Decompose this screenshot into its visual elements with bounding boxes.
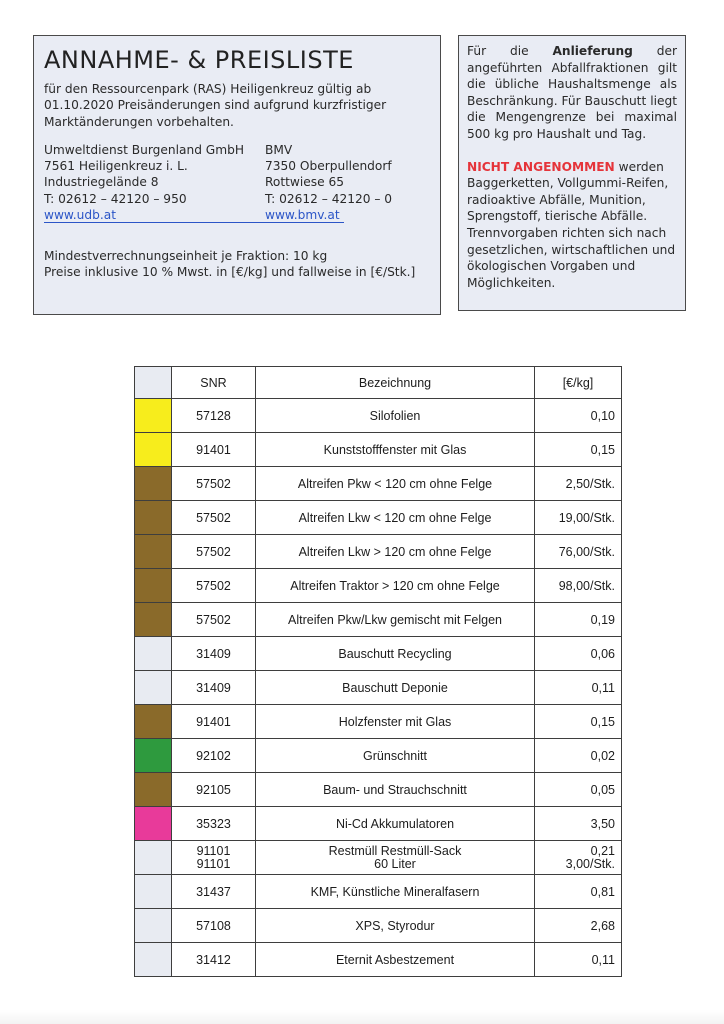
- snr-cell: 57502: [172, 501, 256, 535]
- price-cell: 98,00/Stk.: [535, 569, 622, 603]
- bmv-website-link[interactable]: www.bmv.at: [265, 208, 340, 223]
- table-row: [135, 807, 622, 841]
- price-cell: 76,00/Stk.: [535, 535, 622, 569]
- bezeichnung-cell: Altreifen Lkw > 120 cm ohne Felge: [256, 535, 535, 569]
- table-row: [135, 501, 622, 535]
- category-color-swatch: [135, 535, 172, 569]
- category-color-swatch: [135, 943, 172, 977]
- category-color-swatch: [135, 875, 172, 909]
- contact-udb: [44, 142, 244, 223]
- category-color-swatch: [135, 909, 172, 943]
- snr-cell: 57502: [172, 603, 256, 637]
- category-color-swatch: [135, 705, 172, 739]
- table-header-row: [135, 367, 622, 399]
- table-row: [135, 841, 622, 875]
- snr-cell-line-1: 91101: [196, 843, 231, 858]
- price-cell: 3,50: [535, 807, 622, 841]
- price-cell: 19,00/Stk.: [535, 501, 622, 535]
- contact-bmv-city: 7350 Oberpullendorf: [265, 159, 392, 174]
- price-cell: 0,02: [535, 739, 622, 773]
- snr-cell: 31437: [172, 875, 256, 909]
- bezeichnung-cell: Bauschutt Deponie: [256, 671, 535, 705]
- snr-cell: 92102: [172, 739, 256, 773]
- table-row: [135, 909, 622, 943]
- snr-cell: 57108: [172, 909, 256, 943]
- contact-udb-phone: T: 02612 – 42120 – 950: [44, 191, 187, 206]
- category-color-swatch: [135, 501, 172, 535]
- delivery-text-start: Für die: [467, 44, 553, 58]
- price-table: [134, 366, 622, 977]
- vat-note: Preise inklusive 10 % Mwst. in [€/kg] und fallweise in [€/Stk.]: [44, 265, 416, 280]
- snr-cell: 31409: [172, 671, 256, 705]
- snr-cell: 91401: [172, 433, 256, 467]
- bezeichnung-cell: Ni-Cd Akkumulatoren: [256, 807, 535, 841]
- table-body: [135, 399, 622, 977]
- contact-bmv: [265, 142, 392, 223]
- bezeichnung-cell: Altreifen Pkw < 120 cm ohne Felge: [256, 467, 535, 501]
- snr-header: SNR: [172, 367, 256, 399]
- category-color-swatch: [135, 467, 172, 501]
- price-cell: 0,06: [535, 637, 622, 671]
- price-cell: 2,68: [535, 909, 622, 943]
- price-cell: 0,11: [535, 943, 622, 977]
- category-color-swatch: [135, 399, 172, 433]
- price-cell: [535, 841, 622, 875]
- price-list-info-box: [33, 35, 441, 315]
- delivery-text-rest: der angeführten Abfallfraktionen gilt die übliche Haushaltsmenge als Beschränkung. Für Bauschutt liegt die Mengengrenze bei maximal 500 kg pro Haushalt und Tag.: [467, 44, 677, 141]
- bezeichnung-cell: KMF, Künstliche Mineralfasern: [256, 875, 535, 909]
- price-cell: 0,81: [535, 875, 622, 909]
- price-cell: 0,15: [535, 433, 622, 467]
- table-row: [135, 467, 622, 501]
- snr-cell: 31412: [172, 943, 256, 977]
- snr-cell: 35323: [172, 807, 256, 841]
- category-color-swatch: [135, 739, 172, 773]
- bezeichnung-cell-line-2: 60 Liter: [374, 856, 416, 871]
- snr-cell: 92105: [172, 773, 256, 807]
- udb-website-link[interactable]: www.udb.at: [44, 208, 116, 223]
- bezeichnung-cell: Kunststofffenster mit Glas: [256, 433, 535, 467]
- snr-cell: [172, 841, 256, 875]
- bezeichnung-cell-line-1: Restmüll Restmüll-Sack: [328, 843, 462, 858]
- price-cell: 0,11: [535, 671, 622, 705]
- bezeichnung-cell: Eternit Asbestzement: [256, 943, 535, 977]
- contact-udb-city: 7561 Heiligenkreuz i. L.: [44, 159, 188, 174]
- category-color-swatch: [135, 603, 172, 637]
- contact-udb-street: Industriegelände 8: [44, 175, 159, 190]
- contact-udb-name: Umweltdienst Burgenland GmbH: [44, 142, 245, 157]
- delivery-paragraph: [467, 43, 677, 143]
- contact-bmv-street: Rottwiese 65: [265, 175, 345, 190]
- intro-text: für den Ressourcenpark (RAS) Heiligenkreuz gültig ab 01.10.2020 Preisänderungen sind aufgrund kurzfristiger Marktänderungen vorbehalten.: [44, 82, 387, 129]
- category-color-swatch: [135, 433, 172, 467]
- bezeichnung-cell: Altreifen Traktor > 120 cm ohne Felge: [256, 569, 535, 603]
- price-cell-line-1: 0,21: [590, 843, 615, 858]
- color-header: [135, 367, 172, 399]
- price-cell-line-2: 3,00/Stk.: [565, 856, 615, 871]
- table-row: [135, 399, 622, 433]
- snr-cell: 31409: [172, 637, 256, 671]
- snr-cell: 57128: [172, 399, 256, 433]
- category-color-swatch: [135, 773, 172, 807]
- snr-cell: 57502: [172, 467, 256, 501]
- contact-bmv-name: BMV: [265, 142, 293, 157]
- table-row: [135, 875, 622, 909]
- category-color-swatch: [135, 569, 172, 603]
- table-row: [135, 603, 622, 637]
- table-row: [135, 943, 622, 977]
- delivery-info-box: [458, 35, 686, 311]
- table-row: [135, 637, 622, 671]
- category-color-swatch: [135, 841, 172, 875]
- snr-cell: 57502: [172, 535, 256, 569]
- category-color-swatch: [135, 637, 172, 671]
- category-color-swatch: [135, 671, 172, 705]
- price-cell: 2,50/Stk.: [535, 467, 622, 501]
- snr-cell-line-2: 91101: [196, 856, 231, 871]
- price-cell: 0,05: [535, 773, 622, 807]
- minimum-unit-note: Mindestverrechnungseinheit je Fraktion: 10 kg: [44, 248, 328, 263]
- table-row: [135, 705, 622, 739]
- delivery-keyword: Anlieferung: [552, 44, 633, 58]
- snr-cell: 91401: [172, 705, 256, 739]
- bezeichnung-cell: Silofolien: [256, 399, 535, 433]
- table-row: [135, 569, 622, 603]
- bezeichnung-cell: Grünschnitt: [256, 739, 535, 773]
- not-accepted-paragraph: [467, 159, 677, 292]
- table-row: [135, 773, 622, 807]
- price-cell: 0,15: [535, 705, 622, 739]
- price-cell: 0,19: [535, 603, 622, 637]
- contact-addresses: [44, 142, 430, 242]
- link-underline: [44, 222, 344, 223]
- table-row: [135, 671, 622, 705]
- bezeichnung-cell: Bauschutt Recycling: [256, 637, 535, 671]
- not-accepted-text: werden Baggerketten, Vollgummi-Reifen, radioaktive Abfälle, Munition, Sprengstoff, tierische Abfälle. Trennvorgaben richten sich nach gesetzlichen, wirtschaftlichen und ökologischen Vorgaben und Möglichkeiten.: [467, 159, 676, 290]
- bezeichnung-cell: [256, 841, 535, 875]
- table-row: [135, 433, 622, 467]
- bezeichnung-cell: Baum- und Strauchschnitt: [256, 773, 535, 807]
- scan-edge: [0, 1010, 724, 1024]
- bezeichnung-cell: XPS, Styrodur: [256, 909, 535, 943]
- table-row: [135, 535, 622, 569]
- snr-cell: 57502: [172, 569, 256, 603]
- price-cell: 0,10: [535, 399, 622, 433]
- bezeichnung-header: Bezeichnung: [256, 367, 535, 399]
- price-header: [€/kg]: [535, 367, 622, 399]
- bezeichnung-cell: Holzfenster mit Glas: [256, 705, 535, 739]
- bezeichnung-cell: Altreifen Pkw/Lkw gemischt mit Felgen: [256, 603, 535, 637]
- bezeichnung-cell: Altreifen Lkw < 120 cm ohne Felge: [256, 501, 535, 535]
- table-row: [135, 739, 622, 773]
- page-title: ANNAHME- & PREISLISTE: [44, 46, 354, 74]
- contact-bmv-phone: T: 02612 – 42120 – 0: [265, 191, 393, 206]
- not-accepted-label: NICHT ANGENOMMEN: [467, 159, 615, 174]
- category-color-swatch: [135, 807, 172, 841]
